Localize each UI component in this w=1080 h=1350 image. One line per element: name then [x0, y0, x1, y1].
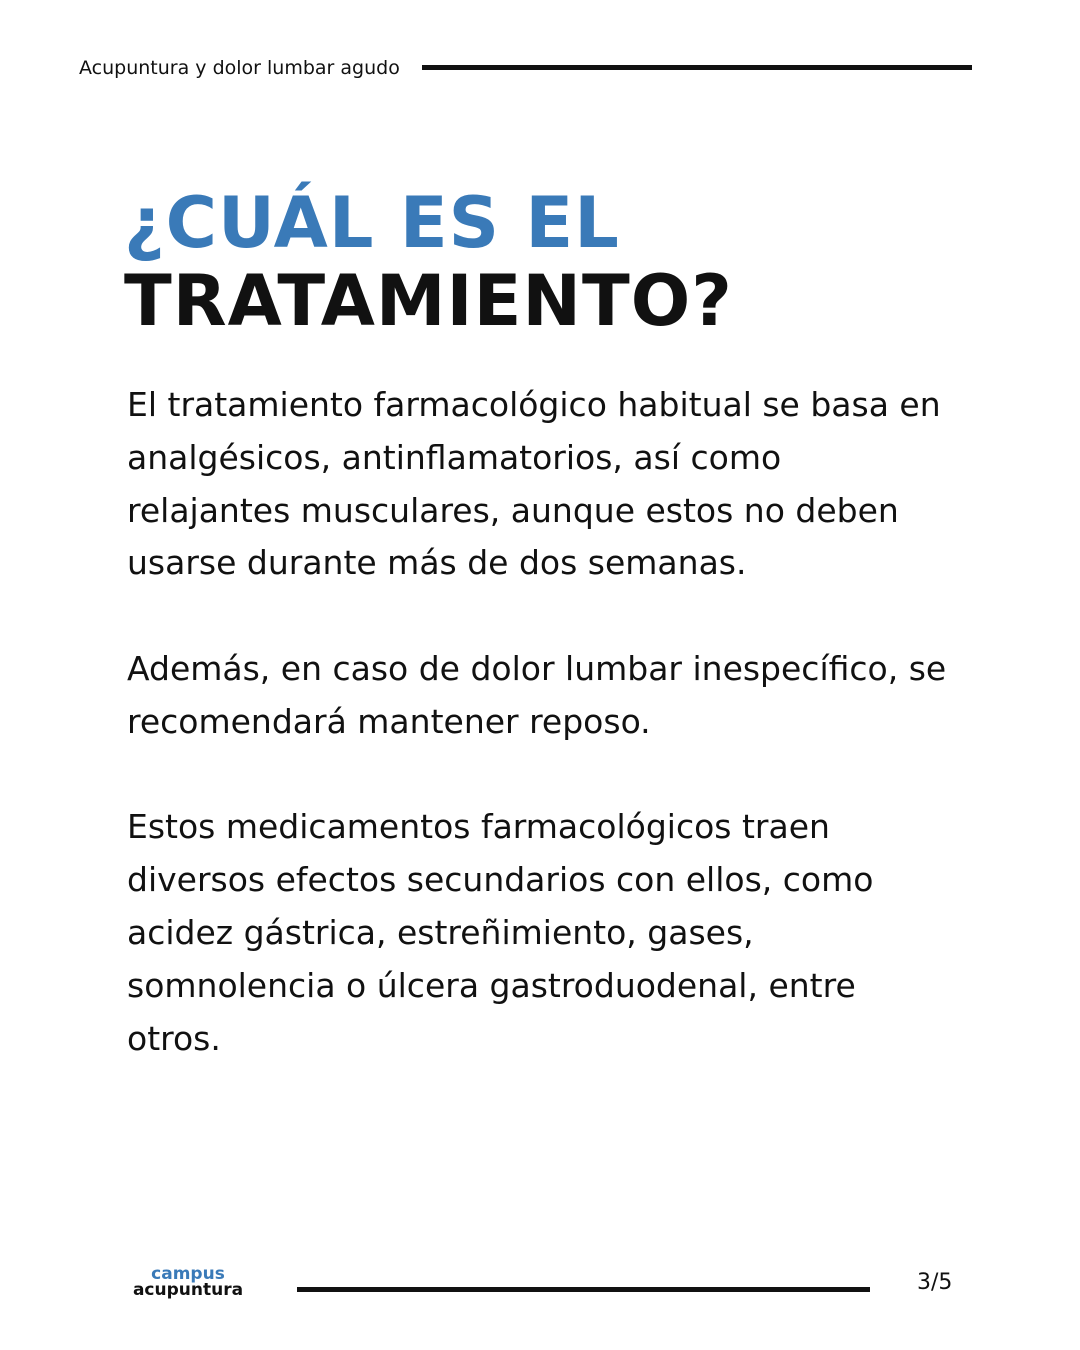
logo-word-campus: campus [151, 1264, 225, 1284]
header-divider [422, 65, 972, 70]
logo-word-acupuntura: acupuntura [132, 1280, 244, 1300]
page-title [124, 184, 733, 340]
campus-acupuntura-logo [130, 1266, 246, 1298]
body-paragraph-2: Además, en caso de dolor lumbar inespecífico, se recomendará mantener reposo. [127, 648, 947, 741]
body-paragraph-3: Estos medicamentos farmacológicos traen diversos efectos secundarios con ellos, como acidez gástrica, estreñimiento, gases, somnolencia o úlcera gastroduodenal, entre otros. [127, 807, 874, 1058]
body-paragraph-1: El tratamiento farmacológico habitual se basa en analgésicos, antinflamatorios, así como relajantes musculares, aunque estos no deben usarse durante más de dos semanas. [127, 385, 941, 583]
page-indicator: 3/5 [917, 1270, 953, 1295]
footer-divider [297, 1287, 870, 1292]
title-line-2: TRATAMIENTO? [124, 260, 733, 342]
header-title: Acupuntura y dolor lumbar agudo [79, 57, 400, 79]
title-line-1: ¿CUÁL ES EL [124, 182, 620, 264]
body-content [127, 379, 947, 1065]
